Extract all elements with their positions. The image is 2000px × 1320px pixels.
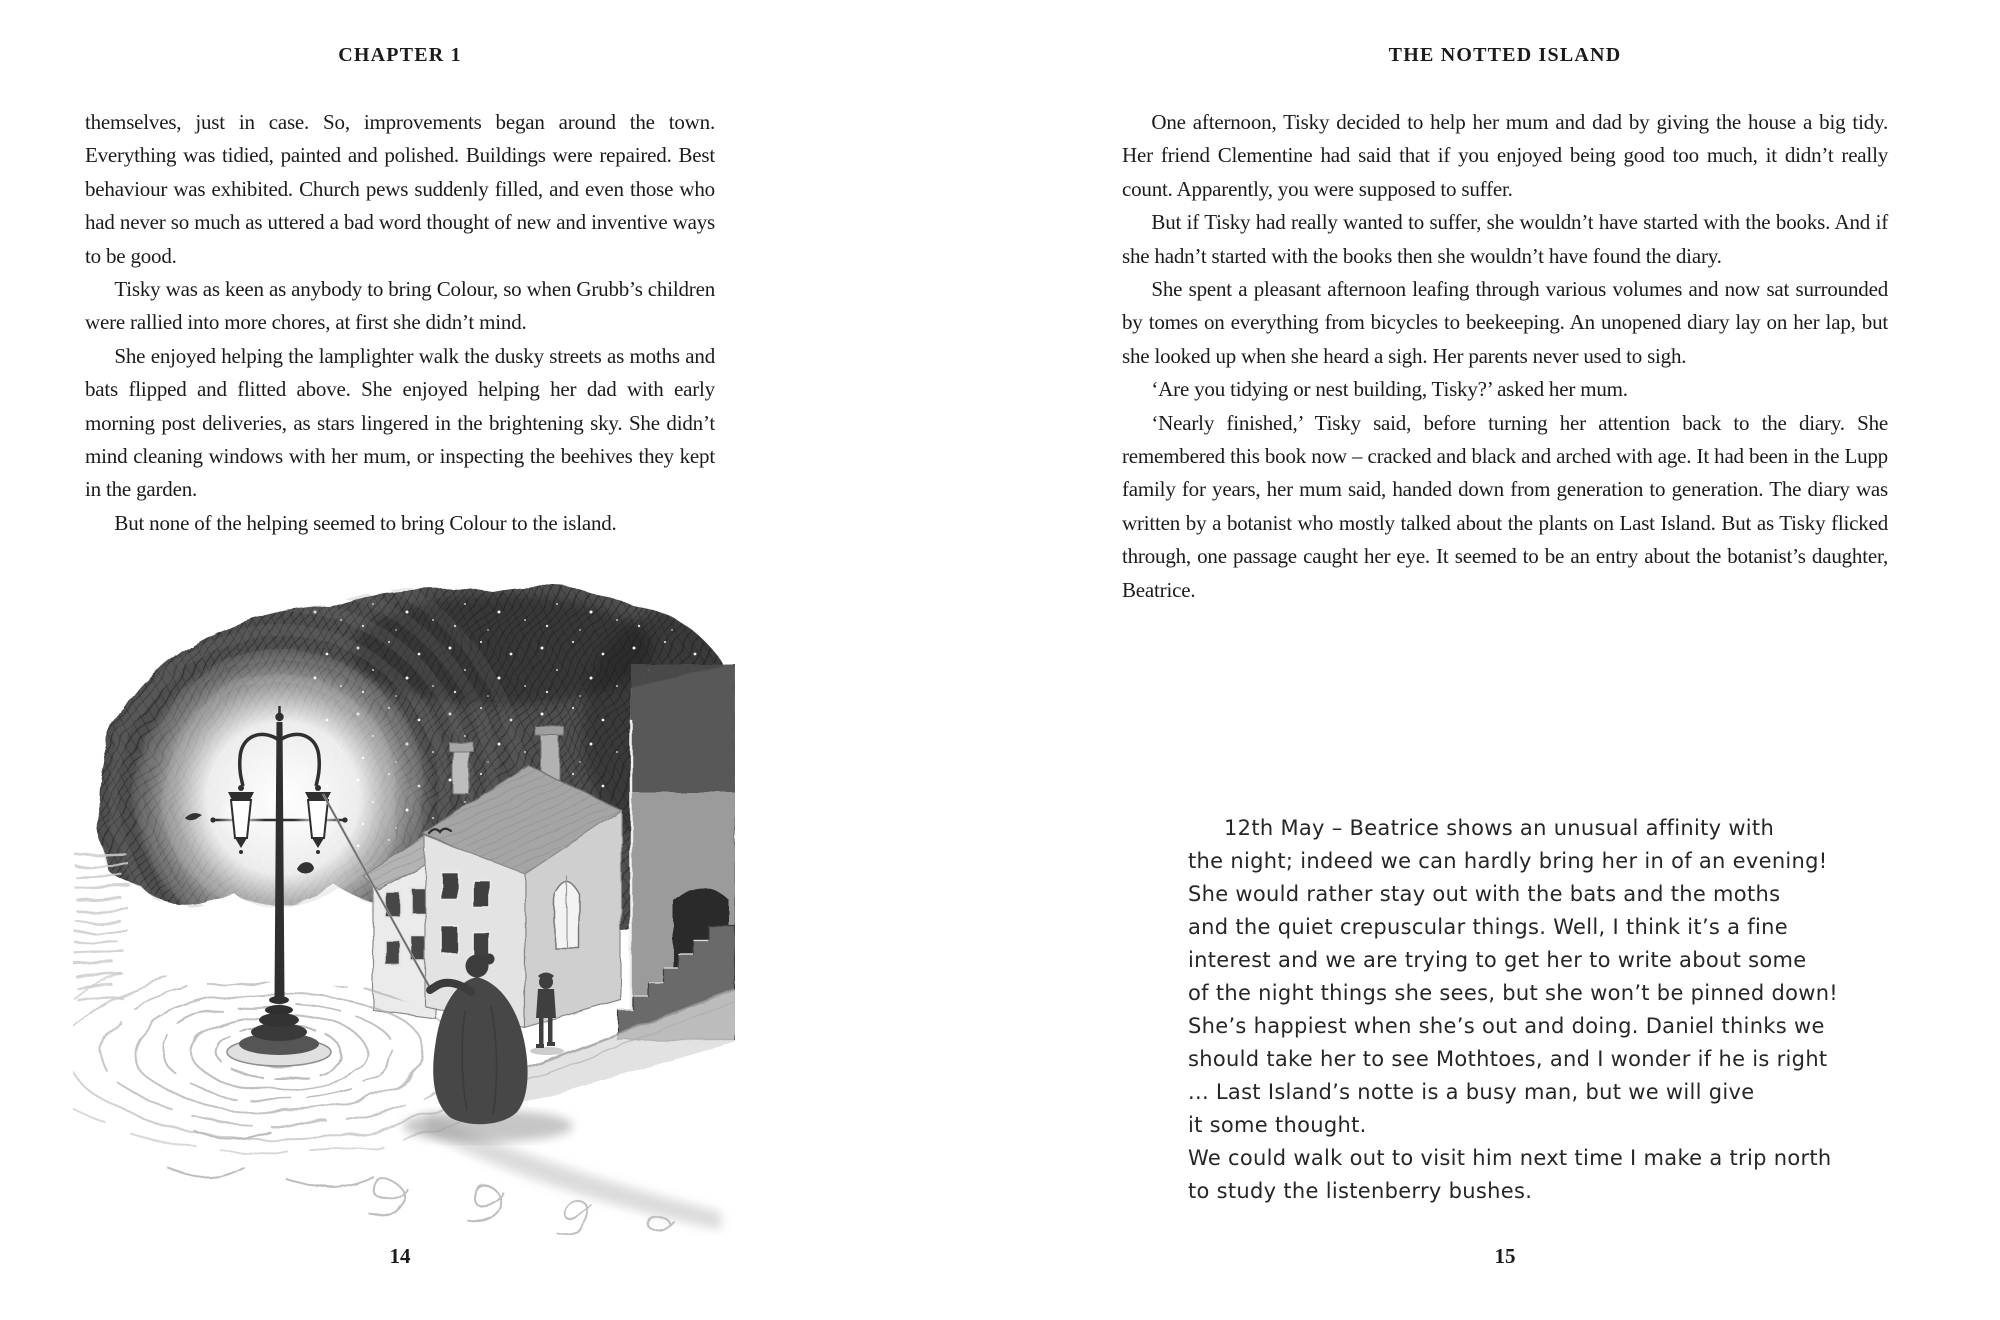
diary-line: and the quiet crepuscular things. Well, I think it’s a fine (1188, 915, 1788, 939)
left-body-text (85, 106, 715, 540)
paragraph: ‘Are you tidying or nest building, Tisky?’ asked her mum. (1151, 377, 1628, 402)
diary-line: We could walk out to visit him next time I make a trip north (1188, 1146, 1832, 1170)
diary-entry (1188, 812, 1878, 1208)
paragraph: But if Tisky had really wanted to suffer, she wouldn’t have started with the books. And if she hadn’t started with the books then she wouldn’t have found the diary. (1122, 210, 1888, 268)
diary-line: the night; indeed we can hardly bring her in of an evening! (1188, 849, 1828, 873)
right-running-head: THE NOTTED ISLAND (1388, 44, 1622, 66)
diary-line: it some thought. (1188, 1113, 1367, 1137)
paragraph: She spent a pleasant afternoon leafing through various volumes and now sat surrounded by tomes on everything from bicycles to beekeeping. An unopened diary lay on her lap, but she looked up when she heard a sigh. Her parents never used to sigh. (1122, 277, 1888, 368)
diary-line: ... Last Island’s notte is a busy man, but we will give (1188, 1080, 1755, 1104)
street-illustration-svg (73, 570, 735, 1235)
paragraph: Tisky was as keen as anybody to bring Colour, so when Grubb’s children were rallied into more chores, at first she didn’t mind. (85, 277, 715, 335)
edge-hatching (75, 853, 131, 998)
diary-line: She’s happiest when she’s out and doing. Daniel thinks we (1188, 1014, 1825, 1038)
paragraph: ‘Nearly finished,’ Tisky said, before turning her attention back to the diary. She remembered this book now – cracked and black and arched with age. It had been in the Lupp family for years, her mum said, handed down from generation to generation. The diary was written by a botanist who mostly talked about the plants on Last Island. But as Tisky flicked through, one passage caught her eye. It seemed to be an entry about the botanist’s daughter, Beatrice. (1122, 410, 1888, 602)
paragraph: She enjoyed helping the lamplighter walk the dusky streets as moths and bats flipped and flitted above. She enjoyed helping her dad with early morning post deliveries, as stars lingered in the brightening sky. She didn’t mind cleaning windows with her mum, or inspecting the beehives they kept in the garden. (85, 343, 715, 502)
diary-line: should take her to see Mothtoes, and I wonder if he is right (1188, 1047, 1828, 1071)
chimney (453, 748, 469, 794)
diary-line: interest and we are trying to get her to write about some (1188, 948, 1807, 972)
diary-line: to study the listenberry bushes. (1188, 1179, 1533, 1203)
right-body-text (1122, 106, 1888, 607)
paragraph: But none of the helping seemed to bring Colour to the island. (114, 510, 617, 535)
street-illustration (73, 570, 735, 1235)
paragraph: One afternoon, Tisky decided to help her mum and dad by giving the house a big tidy. Her friend Clementine had said that if you enjoyed being good too much, it didn’t really count. Apparently, you were supposed to suffer. (1122, 110, 1888, 201)
diary-line: of the night things she sees, but she won’t be pinned down! (1188, 981, 1839, 1005)
tall-building (618, 664, 735, 1040)
diary-line: 12th May – Beatrice shows an unusual affinity with (1224, 816, 1775, 840)
diary-line: She would rather stay out with the bats and the moths (1188, 882, 1781, 906)
right-page (1122, 0, 1888, 1320)
right-page-number: 15 (1494, 1244, 1516, 1268)
left-page-number: 14 (389, 1244, 411, 1268)
paragraph: themselves, just in case. So, improvements began around the town. Everything was tidied, painted and polished. Buildings were repaired. Best behaviour was exhibited. Church pews suddenly filled, and even those who had never so much as uttered a bad word thought of new and inventive ways to be good. (85, 110, 715, 268)
left-page (85, 0, 715, 1320)
left-running-head: CHAPTER 1 (338, 44, 462, 66)
